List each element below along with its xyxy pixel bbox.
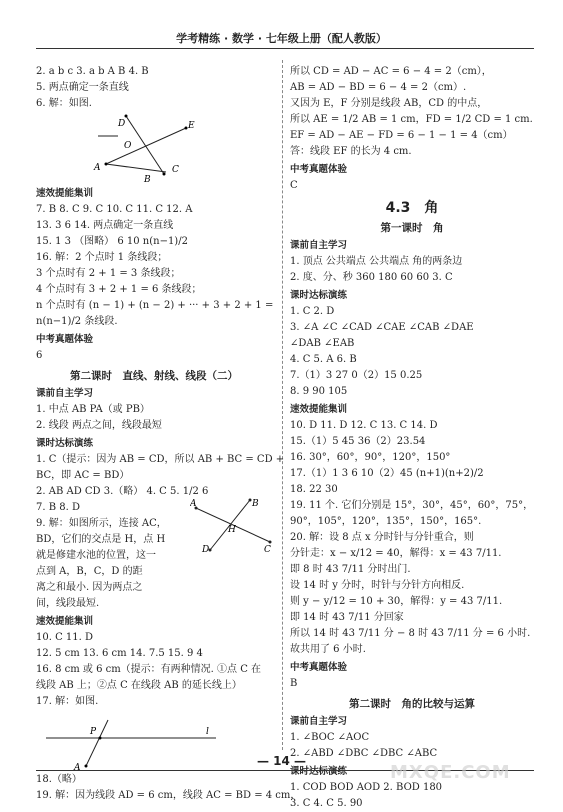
answer-line: 17.（1）1 3 6 10（2）45 (n+1)(n+2)/2 (290, 468, 484, 479)
answer-line: C (290, 180, 298, 191)
answer-line: 9. 解：如图所示，连接 AC， (36, 518, 167, 529)
answer-line: 离之和最小. 因为两点之 (36, 582, 143, 593)
answer-line: 10. C 11. D (36, 632, 94, 643)
answer-line: ∠DAB ∠EAB (290, 338, 355, 349)
answer-line: 所以 CD = AD − AC = 6 − 4 = 2（cm）， (290, 66, 492, 77)
answer-line: 7. B 8. C 9. C 10. C 11. C 12. A (36, 204, 193, 215)
answer-line: 18.（略） (36, 774, 82, 785)
answer-line: 5. 两点确定一条直线 (36, 82, 129, 93)
header-rule (36, 48, 534, 49)
section-heading: 中考真题体验 (290, 164, 348, 175)
answer-line: 故共用了 6 小时. (290, 644, 366, 655)
answer-line: 间，线段最短. (36, 598, 100, 609)
figure-q6 (86, 112, 196, 184)
section-heading: 课前自主学习 (290, 240, 348, 251)
fig9-label: H (228, 525, 236, 535)
page-header: 学考精练 · 数学 · 七年级上册（配人教版） (176, 32, 387, 45)
fig1-label: C (172, 165, 179, 175)
answer-line: 分针走：x − x/12 = 40，解得：x = 43 7/11. (290, 548, 502, 559)
lesson-title: 第二课时 角的比较与运算 (349, 698, 475, 710)
page-number: — 14 — (256, 754, 307, 768)
answer-line: 3. ∠A ∠C ∠CAD ∠CAE ∠CAB ∠DAE (290, 322, 474, 333)
answer-line: 3 个点时有 2 + 1 = 3 条线段； (36, 268, 181, 279)
answer-line: 2. AB AD CD 3.（略） 4. C 5. 1/2 6 (36, 486, 209, 497)
fig9-label: B (252, 499, 259, 509)
answer-line: 1. 顶点 公共端点 公共端点 角的两条边 (290, 256, 463, 267)
section-heading: 课前自主学习 (290, 716, 348, 727)
answer-line: 线段 AB 上；②点 C 在线段 AB 的延长线上） (36, 680, 242, 691)
figure-q9 (190, 494, 274, 554)
answer-line: n 个点时有 (n − 1) + (n − 2) + ··· + 3 + 2 + 1 = (36, 300, 274, 311)
answer-line: 所以 AE = 1/2 AB = 1 cm，FD = 1/2 CD = 1 cm. (290, 114, 533, 125)
section-heading: 速效提能集训 (36, 616, 94, 627)
column-divider (282, 60, 283, 750)
fig2-label: A (74, 763, 81, 772)
answer-line: AB = AD − BD = 6 − 4 = 2（cm）. (290, 82, 467, 93)
lesson-title: 第二课时 直线、射线、线段（二） (70, 370, 238, 382)
answer-line: 2. ∠ABD ∠DBC ∠DBC ∠ABC (290, 748, 438, 759)
section-heading: 课时达标演练 (290, 766, 348, 777)
answer-line: 15.（1）5 45 36（2）23.54 (290, 436, 426, 447)
answer-line: 所以 14 时 43 7/11 分 − 8 时 43 7/11 分 = 6 小时. (290, 628, 531, 639)
answer-line: 设 14 时 y 分时，时针与分针方向相反. (290, 580, 465, 591)
answer-line: 1. C（提示：因为 AB = CD，所以 AB + BC = CD + (36, 454, 285, 465)
left-column (36, 64, 301, 804)
answer-line: 又因为 E，F 分别是线段 AB，CD 的中点， (290, 98, 488, 109)
section-heading: 课时达标演练 (290, 290, 348, 301)
section-heading: 速效提能集训 (36, 188, 94, 199)
answer-line: 4 个点时有 3 + 2 + 1 = 6 条线段； (36, 284, 202, 295)
section-heading: 中考真题体验 (290, 662, 348, 673)
answer-line: 19. 解：因为线段 AD = 6 cm，线段 AC = BD = 4 cm， (36, 790, 301, 801)
answer-line: 6. 解：如图. (36, 98, 92, 109)
right-column (290, 64, 534, 812)
answer-line: 16. 30°，60°，90°，120°，150° (290, 452, 451, 463)
answer-line: EF = AD − AE − FD = 6 − 1 − 1 = 4（cm） (290, 130, 513, 141)
fig2-label: P (90, 727, 97, 737)
answer-line: 13. 3 6 14. 两点确定一条直线 (36, 220, 174, 231)
answer-line: 点到 A，B，C，D 的距 (36, 566, 143, 577)
section-heading: 课时达标演练 (36, 438, 94, 449)
answer-line: 15. 1 3 （图略） 6 10 n(n−1)/2 (36, 236, 188, 247)
answer-line: 20. 解：设 8 点 x 分时针与分针重合，则 (290, 532, 474, 543)
answer-line: 90°，105°，120°，135°，150°，165°. (290, 516, 482, 527)
fig1-label: A (94, 163, 101, 173)
answer-line: 7. B 8. D (36, 502, 80, 513)
answer-line: 则 y − y/12 = 10 + 30，解得：y = 43 7/11. (290, 596, 503, 607)
fig1-label: B (144, 175, 151, 184)
answer-line: 就是修建水池的位置，这一 (36, 550, 156, 561)
answer-line: 12. 5 cm 13. 6 cm 14. 7.5 15. 9 4 (36, 648, 203, 659)
answer-line: 即 8 时 43 7/11 分时出门. (290, 564, 411, 575)
answer-line: n(n−1)/2 条线段. (36, 316, 118, 327)
answer-line: 答：线段 EF 的长为 4 cm. (290, 146, 412, 157)
lesson-title: 第一课时 角 (380, 222, 444, 234)
answer-line: 6 (36, 350, 43, 361)
answer-line: 16. 解：2 个点时 1 条线段； (36, 252, 168, 263)
answer-line: 7.（1）3 27 0（2）15 0.25 (290, 370, 423, 381)
answer-line: 1. 中点 AB PA（或 PB） (36, 404, 150, 415)
watermark: MXQE.COM (390, 762, 511, 783)
answer-line: 2. 线段 两点之间，线段最短 (36, 420, 162, 431)
answer-line: 8. 9 90 105 (290, 386, 348, 397)
answer-line: 4. C 5. A 6. B (290, 354, 357, 365)
answer-line: 16. 8 cm 或 6 cm（提示：有两种情况. ①点 C 在 (36, 664, 262, 675)
fig2-label: l (206, 727, 209, 737)
answer-line: 即 14 时 43 7/11 分回家 (290, 612, 404, 623)
section-heading: 课前自主学习 (36, 388, 94, 399)
answer-line: 1. COD BOD AOD 2. BOD 180 (290, 782, 443, 793)
answer-line: 1. C 2. D (290, 306, 335, 317)
answer-line: 19. 11 个. 它们分别是 15°，30°，45°，60°，75°， (290, 500, 534, 511)
fig1-label: D (118, 119, 126, 129)
answer-line: 3. C 4. C 5. 90 (290, 798, 363, 809)
section-title: 4.3 角 (385, 200, 439, 216)
answer-line: 10. D 11. D 12. C 13. C 14. D (290, 420, 438, 431)
answer-line: 2. a b c 3. a b A B 4. B (36, 66, 149, 77)
fig9-label: C (264, 545, 271, 554)
answer-line: BD，它们的交点是 H，点 H (36, 534, 166, 545)
answer-line: 1. ∠BOC ∠AOC (290, 732, 370, 743)
fig9-label: A (190, 499, 197, 509)
answer-line: 18. 22 30 (290, 484, 338, 495)
fig1-label: E (188, 121, 195, 131)
section-heading: 速效提能集训 (290, 404, 348, 415)
answer-line: B (290, 678, 298, 689)
answer-line: BC，即 AC = BD） (36, 470, 130, 481)
section-heading: 中考真题体验 (36, 334, 94, 345)
answer-line: 17. 解：如图. (36, 696, 99, 707)
answer-line: 2. 度、分、秒 360 180 60 60 3. C (290, 272, 453, 283)
fig9-label: D (202, 545, 210, 554)
fig1-label: O (124, 141, 132, 151)
